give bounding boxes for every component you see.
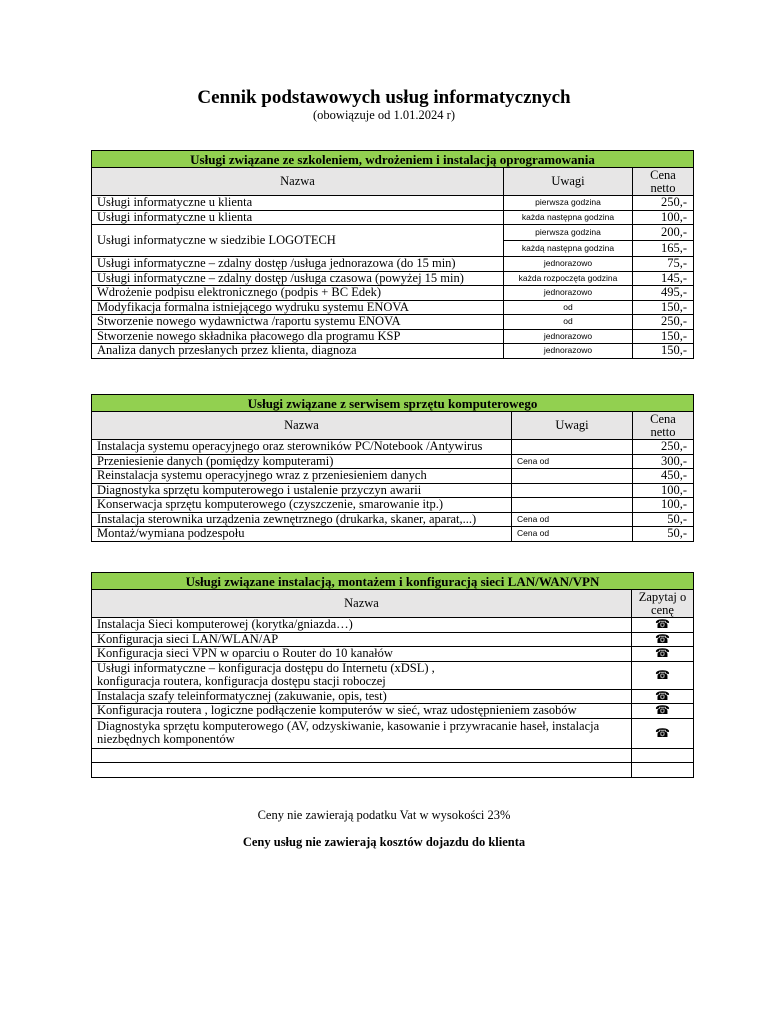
service-note: pierwsza godzina (504, 196, 633, 211)
service-name-line: Usługi informatyczne – konfiguracja dostępu do Internetu (xDSL) , (97, 661, 435, 675)
service-note: każda rozpoczęta godzina (504, 271, 633, 286)
table-row (92, 454, 694, 469)
service-price: 100,- (633, 483, 694, 498)
section-heading: Usługi związane z serwisem sprzętu komputerowego (92, 395, 694, 412)
service-name: Instalacja Sieci komputerowej (korytka/gniazda…) (92, 618, 632, 633)
table-row (92, 300, 694, 315)
service-note (512, 498, 633, 513)
telephone-icon: ☎ (632, 704, 694, 719)
service-note: jednorazowo (504, 286, 633, 301)
table-row (92, 632, 694, 647)
service-name: Instalacja systemu operacyjnego oraz sterowników PC/Notebook /Antywirus (92, 440, 512, 455)
service-name: Montaż/wymiana podzespołu (92, 527, 512, 542)
service-name (92, 661, 632, 689)
empty-row (92, 763, 694, 778)
service-price: 450,- (633, 469, 694, 484)
column-header-notes: Uwagi (512, 412, 633, 440)
column-header-ask-price: Zapytaj o cenę (632, 590, 694, 618)
section-heading: Usługi związane instalacją, montażem i konfiguracją sieci LAN/WAN/VPN (92, 573, 694, 590)
service-name: Analiza danych przesłanych przez klienta, diagnoza (92, 344, 504, 359)
telephone-icon: ☎ (632, 632, 694, 647)
service-price: 50,- (633, 527, 694, 542)
table-row (92, 718, 694, 748)
service-note: pierwsza godzina (504, 225, 633, 241)
column-header-price: Cena netto (633, 412, 694, 440)
column-header-notes: Uwagi (504, 168, 633, 196)
service-name: Konserwacja sprzętu komputerowego (czyszczenie, smarowanie itp.) (92, 498, 512, 513)
telephone-icon: ☎ (632, 661, 694, 689)
service-name: Przeniesienie danych (pomiędzy komputerami) (92, 454, 512, 469)
service-name: Instalacja szafy teleinformatycznej (zakuwanie, opis, test) (92, 689, 632, 704)
table-row (92, 512, 694, 527)
table-row (92, 498, 694, 513)
table-row (92, 704, 694, 719)
table-row (92, 210, 694, 225)
table-row (92, 344, 694, 359)
service-note: Cena od (512, 454, 633, 469)
vat-note: Ceny nie zawierają podatku Vat w wysokości 23% (257, 808, 511, 822)
service-price: 250,- (633, 440, 694, 455)
service-name: Instalacja sterownika urządzenia zewnętrznego (drukarka, skaner, aparat,...) (92, 512, 512, 527)
service-note: Cena od (512, 527, 633, 542)
service-note: jednorazowo (504, 344, 633, 359)
column-header-name: Nazwa (92, 168, 504, 196)
table-row (92, 286, 694, 301)
hardware-services-table (91, 394, 694, 542)
table-row (92, 527, 694, 542)
section-heading: Usługi związane ze szkoleniem, wdrożeniem i instalacją oprogramowania (92, 151, 694, 168)
service-name-line: konfiguracja routera, konfiguracja dostępu stacji roboczej (97, 674, 386, 688)
column-header-name: Nazwa (92, 590, 632, 618)
service-note (512, 469, 633, 484)
page-subtitle: (obowiązuje od 1.01.2024 r) (313, 108, 455, 122)
service-name: Stworzenie nowego składnika płacowego dla programu KSP (92, 329, 504, 344)
table-row (92, 661, 694, 689)
service-price: 145,- (633, 271, 694, 286)
service-price: 150,- (633, 344, 694, 359)
table-row (92, 257, 694, 272)
service-name: Usługi informatyczne – zdalny dostęp /usługa jednorazowa (do 15 min) (92, 257, 504, 272)
service-note: jednorazowo (504, 329, 633, 344)
column-header-name: Nazwa (92, 412, 512, 440)
travel-cost-note: Ceny usług nie zawierają kosztów dojazdu do klienta (242, 835, 526, 849)
table-row (92, 225, 694, 241)
service-price: 300,- (633, 454, 694, 469)
telephone-icon: ☎ (632, 618, 694, 633)
empty-row (92, 748, 694, 763)
table-row (92, 618, 694, 633)
network-services-table (91, 572, 694, 778)
service-price: 100,- (633, 498, 694, 513)
table-row (92, 647, 694, 662)
service-name: Konfiguracja routera , logiczne podłączenie komputerów w sieć, wraz udostępnieniem zasobów (92, 704, 632, 719)
service-name: Konfiguracja sieci LAN/WLAN/AP (92, 632, 632, 647)
service-name: Usługi informatyczne w siedzibie LOGOTECH (92, 225, 504, 257)
service-name (92, 718, 632, 748)
service-name: Reinstalacja systemu operacyjnego wraz z przeniesieniem danych (92, 469, 512, 484)
service-name: Wdrożenie podpisu elektronicznego (podpis + BC Edek) (92, 286, 504, 301)
table-row (92, 689, 694, 704)
service-name: Usługi informatyczne u klienta (92, 196, 504, 211)
service-price: 200,- (633, 225, 694, 241)
service-price: 100,- (633, 210, 694, 225)
service-note (512, 440, 633, 455)
service-note: każdą następna godzina (504, 241, 633, 257)
service-note (512, 483, 633, 498)
service-name-line: niezbędnych komponentów (97, 732, 235, 746)
service-price: 75,- (633, 257, 694, 272)
service-price: 165,- (633, 241, 694, 257)
table-row (92, 271, 694, 286)
service-note: od (504, 300, 633, 315)
service-note: od (504, 315, 633, 330)
service-price: 150,- (633, 300, 694, 315)
software-services-table (91, 150, 694, 359)
service-price: 495,- (633, 286, 694, 301)
service-name-line: Diagnostyka sprzętu komputerowego (AV, odzyskiwanie, kasowanie i przywracanie haseł, instalacja (97, 719, 600, 733)
service-price: 150,- (633, 329, 694, 344)
service-name: Usługi informatyczne u klienta (92, 210, 504, 225)
service-note: każda następna godzina (504, 210, 633, 225)
table-row (92, 315, 694, 330)
page-title: Cennik podstawowych usług informatycznych (197, 87, 571, 108)
column-header-price: Cena netto (633, 168, 694, 196)
service-price: 250,- (633, 196, 694, 211)
table-row (92, 196, 694, 211)
table-row (92, 329, 694, 344)
service-name: Konfiguracja sieci VPN w oparciu o Router do 10 kanałów (92, 647, 632, 662)
table-row (92, 483, 694, 498)
table-row (92, 469, 694, 484)
telephone-icon: ☎ (632, 718, 694, 748)
service-name: Usługi informatyczne – zdalny dostęp /usługa czasowa (powyżej 15 min) (92, 271, 504, 286)
service-name: Modyfikacja formalna istniejącego wydruku systemu ENOVA (92, 300, 504, 315)
service-note: jednorazowo (504, 257, 633, 272)
service-price: 250,- (633, 315, 694, 330)
table-row (92, 440, 694, 455)
service-name: Diagnostyka sprzętu komputerowego i ustalenie przyczyn awarii (92, 483, 512, 498)
service-price: 50,- (633, 512, 694, 527)
service-note: Cena od (512, 512, 633, 527)
telephone-icon: ☎ (632, 647, 694, 662)
service-name: Stworzenie nowego wydawnictwa /raportu systemu ENOVA (92, 315, 504, 330)
telephone-icon: ☎ (632, 689, 694, 704)
